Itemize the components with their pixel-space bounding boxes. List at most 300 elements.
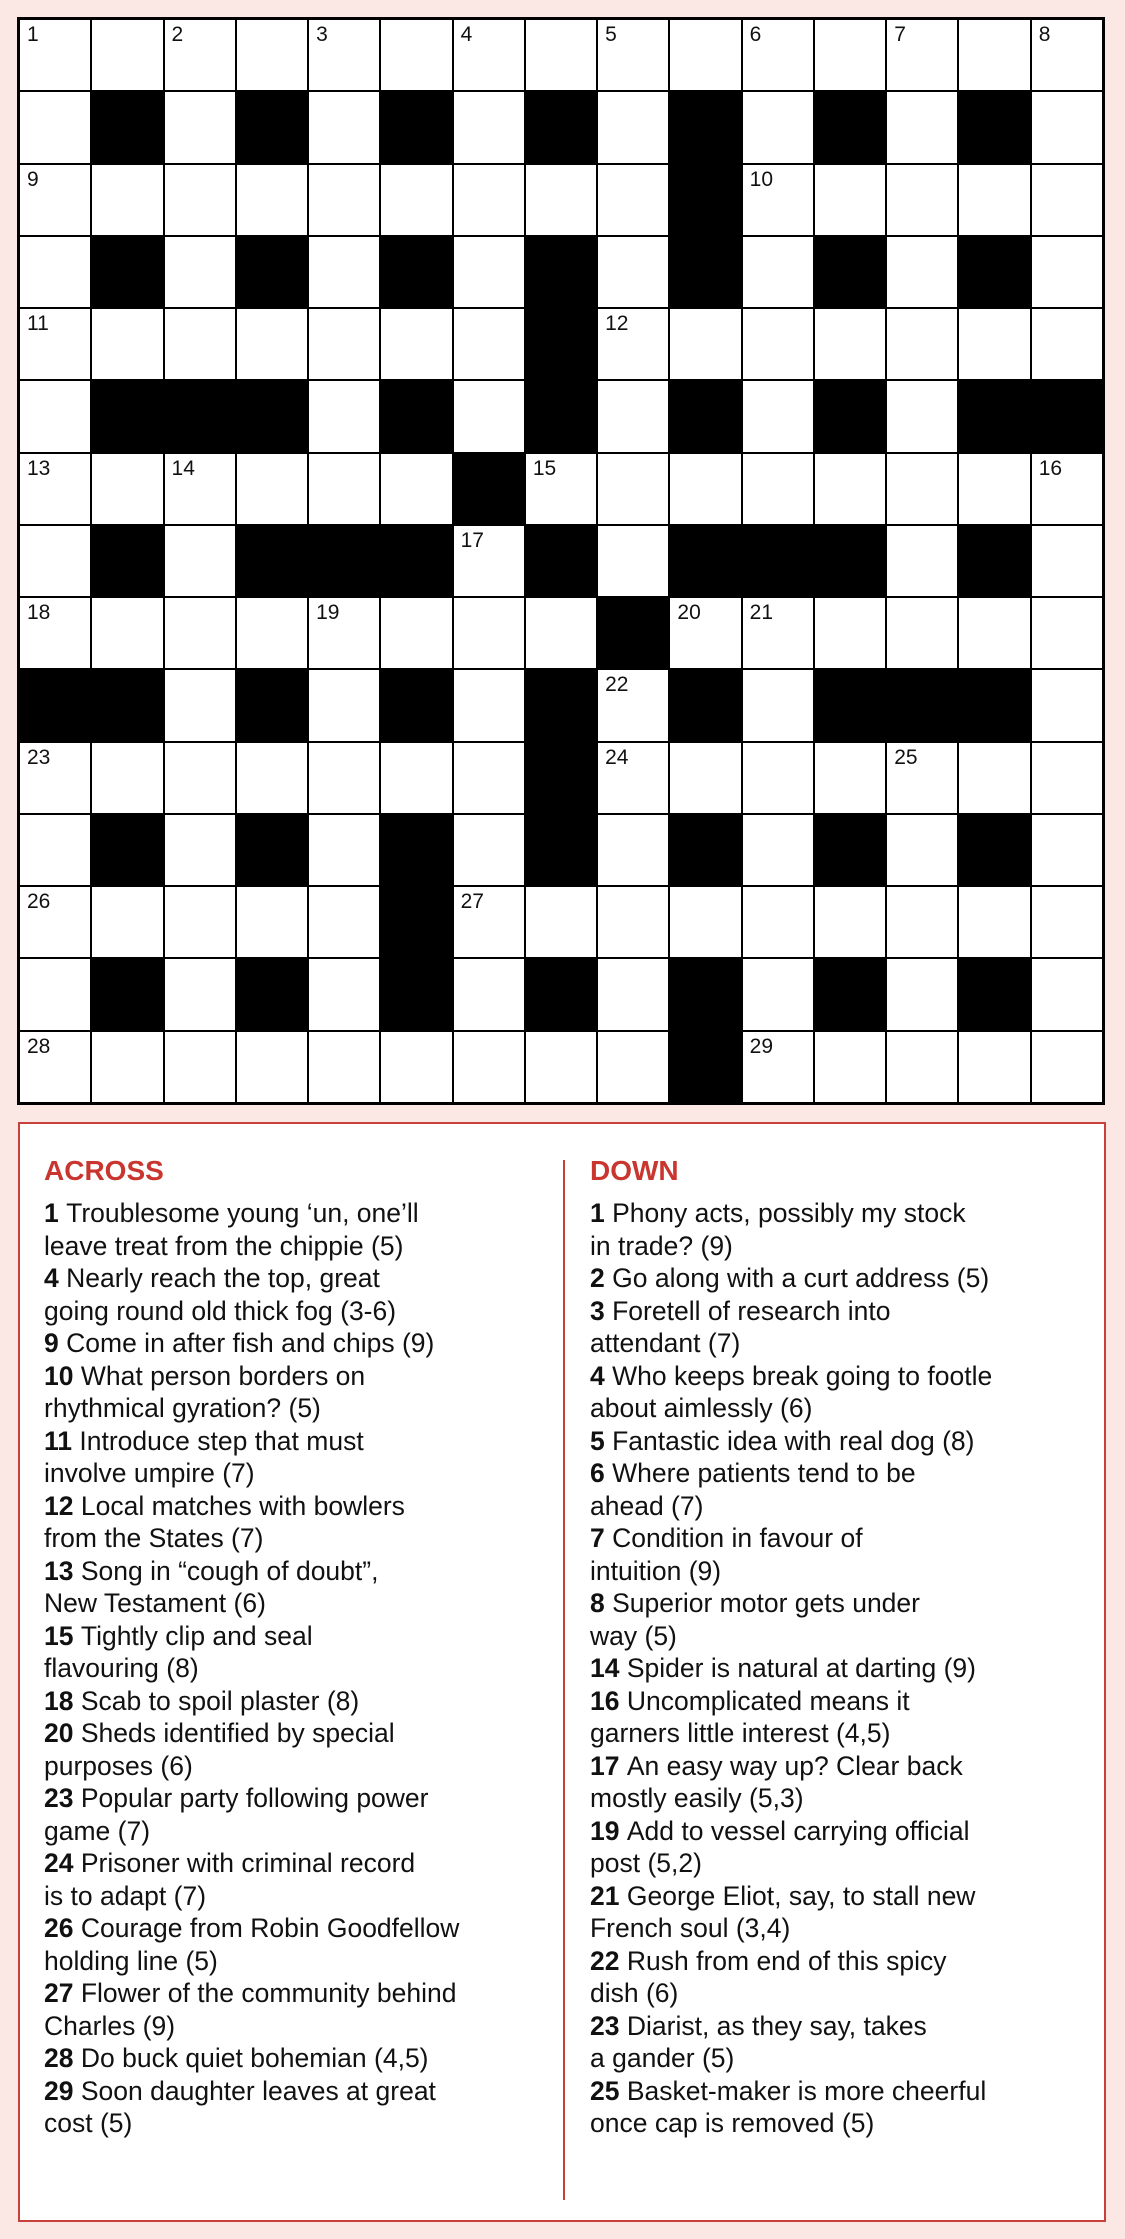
grid-cell[interactable] [526,887,596,957]
grid-cell[interactable] [743,92,813,162]
cell-number: 1 [27,23,39,46]
down-clue [590,1522,1095,1587]
grid-cell[interactable] [743,815,813,885]
down-clue [590,1880,1095,1945]
clue-text: Add to vessel carrying official [626,1815,970,1846]
clue-text: purposes (6) [44,1750,193,1781]
clue-line [44,1392,549,1425]
grid-cell[interactable] [20,1032,90,1102]
clue-line [44,1880,549,1913]
clue-line [590,1685,1095,1718]
across-heading: ACROSS [44,1155,164,1186]
clue-number: 1 [590,1198,605,1228]
grid-cell[interactable] [887,815,957,885]
grid-cell[interactable] [454,743,524,813]
grid-cell[interactable] [309,381,379,451]
clue-line [44,1360,549,1393]
clue-number: 3 [590,1295,605,1326]
grid-cell[interactable] [526,598,596,668]
grid-cell[interactable] [454,92,524,162]
clue-line [44,1197,549,1230]
across-clue [44,1327,549,1360]
clue-line [590,1360,1095,1393]
across-column [44,1154,549,2140]
grid-cell[interactable] [959,165,1029,235]
clue-text: Tightly clip and seal [80,1620,313,1651]
grid-cell[interactable] [20,959,90,1029]
clue-line [44,1230,549,1263]
clue-text: way (5) [590,1620,677,1651]
grid-cell[interactable] [887,454,957,524]
clue-line [44,2107,549,2140]
clue-number: 4 [590,1360,605,1391]
clue-text: cost (5) [44,2108,133,2138]
clue-text: Local matches with bowlers [80,1490,405,1521]
grid-cell[interactable] [670,309,740,379]
grid-cell[interactable] [1032,237,1102,307]
grid-cell[interactable] [959,743,1029,813]
grid-cell[interactable] [92,887,162,957]
across-clue [44,1555,549,1620]
clue-number: 23 [590,2010,620,2041]
grid-cell[interactable] [309,815,379,885]
clue-text: Do buck quiet bohemian (4,5) [80,2043,429,2073]
grid-cell[interactable] [959,309,1029,379]
clue-line [44,2042,549,2075]
clue-line [44,1522,549,1555]
grid-cell[interactable] [815,887,885,957]
grid-cell[interactable] [887,309,957,379]
grid-cell[interactable] [165,237,235,307]
down-clue [590,1360,1095,1425]
clue-text: game (7) [44,1815,151,1846]
down-clue [590,1750,1095,1815]
grid-cell[interactable] [309,743,379,813]
clue-text: Flower of the community behind [80,1978,457,2008]
clue-text: Prisoner with criminal record [80,1848,416,1878]
grid-cell[interactable] [670,454,740,524]
grid-cell[interactable] [743,670,813,740]
clue-number: 26 [44,1913,74,1943]
clue-line [590,2010,1095,2043]
grid-cell[interactable] [815,743,885,813]
clue-line [590,1977,1095,2010]
clue-number: 13 [44,1555,74,1586]
grid-cell[interactable] [454,309,524,379]
grid-cell[interactable] [237,1032,307,1102]
grid-cell[interactable] [1032,1032,1102,1102]
clue-line [590,1880,1095,1913]
grid-cell[interactable] [887,381,957,451]
clue-text: Rush from end of this spicy [626,1945,947,1976]
clue-text: attendant (7) [590,1328,741,1358]
cell-number: 2 [171,23,184,46]
cell-number: 15 [532,456,557,480]
across-clue [44,1490,549,1555]
grid-cell[interactable] [526,165,596,235]
grid-cell[interactable] [959,20,1029,90]
grid-cell[interactable] [743,598,813,668]
grid-cell[interactable] [887,92,957,162]
clue-line [44,1555,549,1588]
grid-cell[interactable] [237,20,307,90]
grid-cell[interactable] [1032,887,1102,957]
clue-text: Courage from Robin Goodfellow [80,1913,460,1943]
grid-cell[interactable] [526,454,596,524]
grid-cell[interactable] [887,887,957,957]
down-clue [590,1295,1095,1360]
clue-line [590,1945,1095,1978]
grid-cell[interactable] [454,670,524,740]
across-clue [44,1620,549,1685]
across-clue [44,1197,549,1262]
down-heading: DOWN [590,1155,679,1186]
grid-cell[interactable] [670,887,740,957]
grid-cell[interactable] [92,454,162,524]
grid-cell[interactable] [1032,20,1102,90]
clue-number: 17 [590,1750,620,1781]
grid-cell[interactable] [381,309,451,379]
grid-cell[interactable] [598,309,668,379]
grid-cell[interactable] [670,20,740,90]
grid-cell[interactable] [20,309,90,379]
grid-cell[interactable] [165,309,235,379]
grid-cell[interactable] [887,20,957,90]
clue-line [44,1652,549,1685]
grid-cell[interactable] [598,670,668,740]
grid-cell[interactable] [598,959,668,1029]
clue-line [44,1685,549,1718]
clue-number: 27 [44,1978,74,2008]
grid-cell[interactable] [237,454,307,524]
grid-cell[interactable] [454,959,524,1029]
grid-cell[interactable] [598,237,668,307]
grid-cell[interactable] [598,165,668,235]
grid-cell[interactable] [1032,598,1102,668]
grid-cell[interactable] [743,381,813,451]
across-clue [44,1685,549,1718]
grid-cell[interactable] [20,237,90,307]
clue-text: once cap is removed (5) [590,2108,875,2138]
grid-cell[interactable] [92,309,162,379]
clue-line [590,1522,1095,1555]
grid-cell[interactable] [887,959,957,1029]
cell-number: 9 [27,167,39,191]
grid-cell[interactable] [20,815,90,885]
grid-cell[interactable] [959,887,1029,957]
clue-line [44,1457,549,1490]
clue-text: Soon daughter leaves at great [80,2075,436,2106]
clue-line [590,1587,1095,1620]
clue-line [590,1490,1095,1523]
grid-cell[interactable] [165,743,235,813]
grid-cell[interactable] [743,237,813,307]
cell-number: 4 [460,23,473,46]
clue-number: 6 [590,1458,605,1488]
cell-number: 24 [605,745,629,769]
clue-number: 28 [44,2043,74,2073]
grid-cell[interactable] [381,1032,451,1102]
grid-cell[interactable] [165,1032,235,1102]
across-clue [44,1912,549,1977]
clue-number: 11 [44,1425,73,1456]
clue-line [590,1197,1095,1230]
down-clue [590,1652,1095,1685]
grid-cell[interactable] [454,598,524,668]
grid-cell[interactable] [381,20,451,90]
clue-number: 19 [590,1815,620,1846]
grid-cell[interactable] [20,20,90,90]
grid-cell[interactable] [454,1032,524,1102]
grid-cell[interactable] [1032,670,1102,740]
grid-cell[interactable] [237,165,307,235]
grid-cell[interactable] [309,165,379,235]
grid-cell[interactable] [381,165,451,235]
clue-line [590,1262,1095,1295]
across-clue-list [44,1197,549,2140]
grid-cell[interactable] [309,454,379,524]
clue-text: mostly easily (5,3) [590,1783,804,1813]
grid-cell[interactable] [1032,743,1102,813]
cell-number: 28 [27,1034,51,1058]
grid-cell[interactable] [743,20,813,90]
grid-cell[interactable] [309,1032,379,1102]
grid-cell[interactable] [1032,454,1102,524]
cell-number: 23 [27,745,51,769]
grid-cell[interactable] [887,743,957,813]
grid-cell[interactable] [20,743,90,813]
clue-line [590,1620,1095,1653]
clue-number: 24 [44,1848,74,1878]
down-clue [590,1587,1095,1652]
clue-line [590,1555,1095,1588]
grid-cell[interactable] [959,454,1029,524]
cell-number: 8 [1038,23,1051,46]
clue-number: 2 [590,1263,605,1293]
clue-text: French soul (3,4) [590,1913,791,1943]
grid-cell[interactable] [743,743,813,813]
clue-text: Scab to spoil plaster (8) [80,1685,360,1716]
clue-text: is to adapt (7) [44,1880,207,1911]
clue-text: intuition (9) [590,1555,722,1586]
grid-cell[interactable] [20,165,90,235]
grid-cell[interactable] [165,92,235,162]
grid-cell[interactable] [20,598,90,668]
grid-cell[interactable] [309,20,379,90]
grid-cell[interactable] [743,454,813,524]
cell-number: 22 [605,673,629,697]
grid-cell[interactable] [20,887,90,957]
down-clue [590,2075,1095,2140]
clue-line [44,1750,549,1783]
grid-cell[interactable] [815,1032,885,1102]
across-clue [44,2075,549,2140]
grid-cell[interactable] [743,1032,813,1102]
cell-number: 29 [749,1034,774,1058]
clue-text: Song in “cough of doubt”, [80,1555,379,1586]
grid-cell[interactable] [1032,165,1102,235]
grid-cell[interactable] [237,598,307,668]
grid-cell[interactable] [959,598,1029,668]
grid-cell[interactable] [309,92,379,162]
grid-cell[interactable] [598,526,668,596]
grid-cell[interactable] [815,309,885,379]
grid-cell[interactable] [887,237,957,307]
grid-cell[interactable] [165,454,235,524]
grid-cell[interactable] [598,815,668,885]
clue-text: Foretell of research into [612,1295,891,1326]
grid-cell[interactable] [454,237,524,307]
clue-number: 23 [44,1783,74,1813]
grid-cell[interactable] [309,887,379,957]
grid-cell[interactable] [454,165,524,235]
grid-cell[interactable] [526,1032,596,1102]
grid-cell[interactable] [454,20,524,90]
grid-cell[interactable] [598,454,668,524]
clue-line [590,1295,1095,1328]
grid-cell[interactable] [92,165,162,235]
grid-cell[interactable] [165,670,235,740]
grid-cell[interactable] [1032,92,1102,162]
grid-cell[interactable] [309,959,379,1029]
grid-cell[interactable] [309,670,379,740]
clue-text: a gander (5) [590,2043,735,2073]
grid-cell[interactable] [454,381,524,451]
grid-cell[interactable] [165,959,235,1029]
grid-cell[interactable] [92,1032,162,1102]
clue-text: What person borders on [80,1360,366,1391]
grid-cell[interactable] [743,959,813,1029]
clue-line [590,2042,1095,2075]
grid-cell[interactable] [20,454,90,524]
grid-cell[interactable] [381,454,451,524]
grid-cell[interactable] [20,526,90,596]
across-clue [44,1717,549,1782]
clue-line [590,1750,1095,1783]
grid-cell[interactable] [598,92,668,162]
clue-text: holding line (5) [44,1945,218,1976]
grid-cell[interactable] [598,381,668,451]
clue-text: George Eliot, say, to stall new [626,1880,976,1911]
clue-line [44,1327,549,1360]
across-clue [44,1847,549,1912]
clue-text: New Testament (6) [44,1588,266,1618]
crossword-grid [17,17,1105,1105]
grid-cell[interactable] [165,815,235,885]
grid-cell[interactable] [670,598,740,668]
grid-cell[interactable] [165,887,235,957]
grid-cell[interactable] [20,381,90,451]
grid-cell[interactable] [454,526,524,596]
grid-cell[interactable] [959,1032,1029,1102]
grid-cell[interactable] [237,309,307,379]
grid-cell[interactable] [165,165,235,235]
cell-number: 14 [171,456,195,480]
clue-text: Nearly reach the top, great [66,1263,380,1293]
clue-line [590,1815,1095,1848]
cell-number: 6 [749,23,762,46]
grid-cell[interactable] [815,598,885,668]
grid-cell[interactable] [815,165,885,235]
grid-cell[interactable] [1032,309,1102,379]
clue-number: 20 [44,1718,74,1748]
grid-cell[interactable] [237,743,307,813]
grid-cell[interactable] [165,598,235,668]
grid-cell[interactable] [598,887,668,957]
cell-number: 27 [460,890,484,914]
clue-number: 9 [44,1328,59,1358]
grid-cell[interactable] [598,1032,668,1102]
clue-text: Uncomplicated means it [626,1685,910,1716]
clue-line [590,2107,1095,2140]
clue-number: 5 [590,1425,605,1456]
grid-cell[interactable] [526,20,596,90]
clue-text: Troublesome young ‘un, one’ll [66,1198,419,1228]
grid-cell[interactable] [743,309,813,379]
clue-text: Sheds identified by special [80,1718,395,1748]
grid-cell[interactable] [815,454,885,524]
clue-line [590,1392,1095,1425]
grid-cell[interactable] [887,1032,957,1102]
grid-cell[interactable] [887,165,957,235]
grid-cell[interactable] [454,887,524,957]
clue-number: 4 [44,1263,59,1293]
grid-cell[interactable] [92,743,162,813]
grid-cell[interactable] [92,598,162,668]
cell-number: 10 [749,167,774,191]
grid-cell[interactable] [92,20,162,90]
clue-number: 29 [44,2075,74,2106]
grid-cell[interactable] [454,815,524,885]
clue-line [590,2075,1095,2108]
grid-cell[interactable] [20,92,90,162]
grid-cell[interactable] [743,165,813,235]
grid-cell[interactable] [887,598,957,668]
grid-cell[interactable] [309,309,379,379]
grid-cell[interactable] [887,526,957,596]
grid-cell[interactable] [743,887,813,957]
grid-cell[interactable] [670,743,740,813]
grid-cell[interactable] [815,20,885,90]
clue-number: 25 [590,2075,620,2106]
grid-cell[interactable] [598,20,668,90]
clue-text: garners little interest (4,5) [590,1718,891,1748]
grid-cell[interactable] [381,598,451,668]
clue-line [44,1945,549,1978]
grid-cell[interactable] [237,887,307,957]
clue-text: from the States (7) [44,1523,264,1553]
grid-cell[interactable] [381,743,451,813]
grid-cell[interactable] [1032,959,1102,1029]
clue-text: An easy way up? Clear back [626,1750,963,1781]
grid-cell[interactable] [165,20,235,90]
cell-number: 16 [1038,456,1063,480]
grid-cell[interactable] [1032,815,1102,885]
column-divider [563,1160,565,2200]
grid-cell[interactable] [1032,526,1102,596]
clue-line [590,1847,1095,1880]
clue-line [44,1782,549,1815]
clue-text: post (5,2) [590,1848,702,1878]
grid-cell[interactable] [309,237,379,307]
cell-number: 19 [316,601,340,625]
clue-number: 14 [590,1653,620,1683]
cell-number: 17 [460,528,484,552]
grid-cell[interactable] [309,598,379,668]
grid-cell[interactable] [165,526,235,596]
clue-text: Come in after fish and chips (9) [66,1328,435,1358]
grid-cell[interactable] [598,743,668,813]
